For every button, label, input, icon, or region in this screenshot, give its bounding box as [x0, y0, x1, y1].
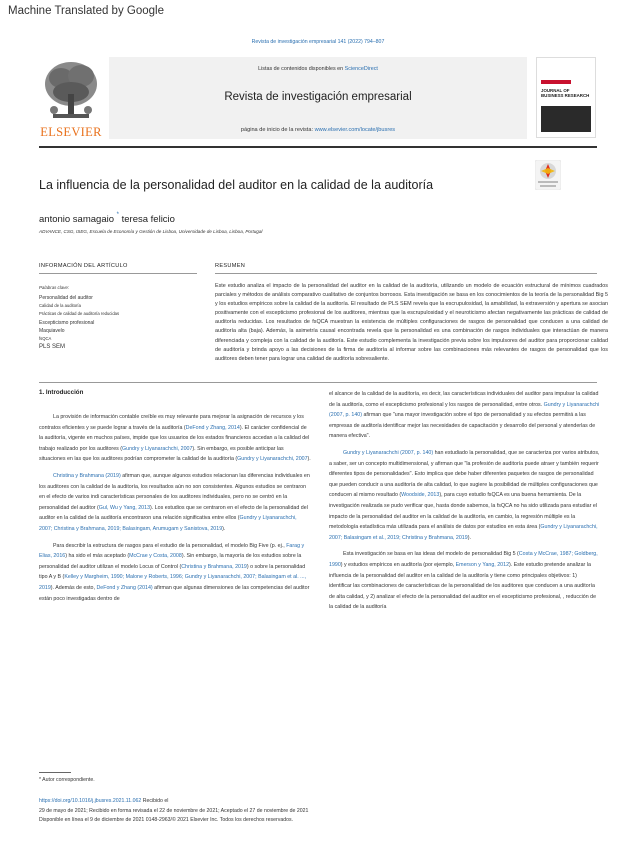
keyword-item: fsQCA — [39, 336, 52, 342]
contents-availability — [109, 66, 527, 72]
corresponding-author-mark[interactable]: * — [116, 212, 119, 218]
paragraph-text: Esta investigación se basa en las ideas del modelo de personalidad Big 5 ( — [343, 551, 519, 558]
journal-cover-thumbnail — [536, 57, 596, 138]
paragraph-text: ). — [307, 456, 311, 463]
citation-link[interactable]: Gundry y Liyanarachchi, 2007; Balasingam et al., 2019; Christina y Brahmana, 2019 — [329, 524, 598, 541]
article-title: La influencia de la personalidad del auditor en la calidad de la auditoría — [39, 178, 434, 192]
paragraph-text: Para describir la estructura de rasgos para el estudio de la personalidad, el modelo Big Five (p. ej., — [53, 542, 287, 549]
paragraph — [329, 448, 601, 543]
author-affiliation: ADVANCE, CSG, ISEG, Escuela de Economía y Gestión de Lisboa, Universidade de Lisboa, Lisboa, Portugal — [39, 229, 263, 234]
body-divider — [39, 382, 597, 383]
article-info-heading: INFORMACIÓN DEL ARTÍCULO — [39, 263, 128, 269]
paragraph-text: ). — [467, 534, 471, 541]
sciencedirect-link[interactable]: ScienceDirect — [344, 66, 378, 72]
keywords-label: Palabras clave: — [39, 285, 70, 290]
citation-link[interactable]: Gundry y Liyanarachchi, 2007 — [122, 445, 193, 452]
paragraph-text: ) o sobre la personalidad tipo A y B ( — [39, 563, 306, 581]
citation-link[interactable]: Christina y Brahmana, 2019 — [181, 563, 247, 570]
author-list — [39, 212, 175, 225]
corresponding-author-footnote: * Autor correspondiente. — [39, 777, 95, 783]
citation-link[interactable]: Gul, Wu y Yang, 2013 — [98, 504, 151, 511]
paragraph-text: ) y estudios empíricos en auditoría (por ejemplo, — [340, 561, 456, 568]
keyword-item: Prácticas de calidad de auditoría reducidas — [39, 311, 120, 317]
paragraph — [39, 412, 311, 465]
citation-link[interactable]: Emerson y Yang, 2012 — [455, 561, 510, 568]
author-first[interactable]: antonio samagaio — [39, 214, 117, 225]
keyword-item: PLS SEM — [39, 344, 66, 351]
publisher-name: ELSEVIER — [40, 125, 102, 139]
paragraph-text: han estudiado la personalidad, que se caracteriza por varios atributos, a saber, ser un concepto multidimensional, y afirman que "la profesión de auditoría puede atraer y también requerir diferentes tipos de personalidades". Esto implica que debe haber diferentes paquetes de rasgos de personalidad que pueden conducir a una auditoría de alta calidad, lo que sugiere la posibilidad de múltiples configuraciones que conducen al mismo resultado ( — [329, 449, 600, 499]
journal-title: Revista de investigación empresarial — [224, 91, 412, 103]
journal-homepage-link[interactable]: www.elsevier.com/locate/jbusres — [314, 127, 396, 133]
citation-link[interactable]: Kelley y Margheim, 1990; Malone y Roberts, 1996; Gundry y Liyanarachchi, 2007; Balasingam et al. ..., 2019 — [39, 574, 307, 591]
paragraph-text: ), para cuyo estudio fsQCA es una buena herramienta. De la investigación realizada se pudo verificar que, hasta donde sabemos, la fsQCA no ha sido utilizada para estudiar el impacto de la personalidad del auditor en la calidad de la auditoría, en cambio, la regresión múltiple es la metodología estadística más utilizada para el análisis de datos por estudios en esta área ( — [329, 492, 597, 531]
availability-copyright: Disponible en línea el 9 de diciembre de 2021 0148-2963/© 2021 Elsevier Inc. Todos los derechos reservados. — [39, 817, 294, 824]
paragraph — [39, 541, 311, 605]
cover-image — [541, 106, 591, 132]
citation-link[interactable]: Gundry y Liyanarachchi, 2007 — [237, 456, 308, 463]
paragraph-text: ). Sin embargo, es posible anticipar las situaciones en las que los auditores podrían comprometer la calidad de la auditoría ( — [39, 445, 284, 463]
keyword-item: Personalidad del auditor — [39, 295, 93, 301]
machine-translated-banner: Machine Translated by Google — [8, 5, 164, 17]
journal-header-box — [109, 57, 527, 139]
paragraph-text: ). — [222, 525, 226, 532]
citation-link[interactable]: Gundry y Liyanarachchi (2007, p. 140) — [329, 401, 600, 419]
right-column — [329, 389, 601, 619]
section-heading-introduction: 1. Introducción — [39, 389, 84, 396]
paragraph-text: afirman que algunas dimensiones de las competencias del auditor están poco investigadas dentro de — [39, 584, 310, 602]
journal-reference-link[interactable]: Revista de investigación empresarial 141 (2022) 794–807 — [251, 39, 385, 45]
received-label: Recibido el — [141, 798, 169, 804]
paragraph-text: ). Los estudios que se centraron en el efecto de la personalidad del auditor en la calidad de la auditoría encontraron una relación significativa entre ellos ( — [39, 504, 308, 522]
citation-link[interactable]: Farag y Elias, 2016 — [39, 542, 305, 560]
article-history — [39, 797, 599, 826]
homepage-prefix: página de inicio de la revista: — [240, 127, 315, 133]
doi-link[interactable]: https://doi.org/10.1016/j.jbusres.2021.11.062 — [39, 798, 142, 804]
paragraph-text: ). Este estudio pretende analizar la influencia de la personalidad del auditor en la calidad de la auditoría y tiene como principales objetivos: 1) identificar las combinaciones de características de la personalidad de los auditores que conducen a una auditoría de alta calidad, y 2) analizar el efecto de la personalidad del auditor en el escepticismo profesional, , reducción de la calidad de la auditoría — [329, 561, 597, 611]
citation-link[interactable]: Gundry y Liyanarachchi (2007, p. 140) — [343, 449, 434, 456]
check-for-updates-icon[interactable] — [535, 160, 561, 190]
paragraph — [329, 549, 601, 613]
contents-prefix: Listas de contenidos disponibles en — [258, 66, 345, 72]
keyword-item: Maquiavelo — [39, 327, 65, 334]
header-divider — [39, 146, 597, 148]
doi-line — [39, 797, 599, 807]
revision-dates: 29 de mayo de 2021; Recibido en forma revisada el 22 de noviembre de 2021; Aceptado el 27 de noviembre de 2021 — [39, 807, 309, 814]
left-column — [39, 412, 311, 610]
citation-link[interactable]: Woodside, 2013 — [401, 492, 440, 499]
citation-link[interactable]: DeFond y Zhang (2014) — [96, 584, 153, 591]
paragraph-text: afirman que, aunque algunos estudios relacionan las diferencias individuales en los auditores con la calidad de la auditoría, los resultados aún no son consistentes. Algunos estudios se centraron en el efecto de varios indi características personales de los auditores individuales, pero no se centró en la personalidad del auditor ( — [39, 472, 310, 511]
paragraph — [39, 471, 311, 535]
citation-link[interactable]: Costa y McCrae, 1987; Goldberg, 1990 — [329, 551, 598, 568]
citation-link[interactable]: McCrae y Costa, 2008 — [129, 553, 182, 560]
keywords-block — [39, 285, 197, 351]
paragraph-text: el alcance de la calidad de la auditoría, es decir, las características individuales del auditor para impulsar la calidad de la auditoría, como el escepticismo profesional y los rasgos de personalidad, entre otros. — [329, 391, 599, 408]
journal-homepage — [109, 127, 527, 133]
abstract-text: Este estudio analiza el impacto de la personalidad del auditor en la calidad de la auditoría, utilizando un modelo de ecuación estructural de mínimos cuadrados parciales y métodos de análisis comparativo cualitativo de conjuntos borrosos. Esta investigación se basa en los conocimientos de la teoría de la personalidad Big 5 y los estudios empíricos sobre la calidad de la auditoría. El resultado de PLS SEM revela que la escrupulosidad, la amabilidad, la extraversión y apertura se asocian positivamente con el escepticismo profesional de los auditores, mientras que la escrupulosidad y el neuroticismo afectan negativamente las prácticas de calidad de auditoría reducidas. Los resultados de fsQCA muestran la existencia de múltiples configuraciones de rasgos de personalidad que conducen a una calidad de auditoría alta (baja). Además, la asimetría causal encontrada revela que la personalidad es una combinación de rasgos individuales que interactúan de manera diferenciada y compleja con la calidad de la auditoría. Este estudio complementa la investigación previa sobre los impulsores del auditor para proporcionar calidad de auditoría y brinda apoyo a las decisiones de la firma de auditoría al informar sobre las combinaciones más relevantes de rasgos de personalidad que los auditores deben tener para lograr una calidad de auditoría sobresaliente. — [215, 283, 608, 362]
paragraph-text: ). Sin embargo, la mayoría de los estudios sobre la personalidad del auditor utilizan el modelo Locus of Control ( — [39, 553, 302, 570]
cover-accent-bar — [541, 80, 571, 84]
keyword-item: Calidad de la auditoría — [39, 303, 81, 309]
paragraph-text: ) ha sido el más aceptado ( — [65, 553, 130, 560]
citation-link[interactable]: Christina y Brahmana (2019) — [53, 472, 121, 479]
keyword-item: Escepticismo profesional — [39, 319, 95, 326]
paragraph — [329, 389, 601, 442]
abstract-heading: RESUMEN — [215, 263, 246, 269]
paragraph-text: afirman que "una mayor investigación sobre el tipo de personalidad y su efectos permitirá a las empresas de auditoría identificar mejor las necesidades de capacitación y desarrollo del personal y atenderlas de manera efectiva". — [329, 412, 596, 440]
citation-link[interactable]: DeFond y Zhang, 2014 — [185, 424, 240, 431]
cover-title: JOURNAL OF BUSINESS RESEARCH — [541, 88, 590, 98]
author-second[interactable]: teresa felicio — [118, 214, 175, 225]
footnote-rule — [39, 772, 71, 773]
article-info-rule — [39, 273, 197, 274]
paragraph-text: La provisión de información contable creíble es muy relevante para mejorar la asignación de recursos y los contratos eficientes y se puede lograr a través de la auditoría ( — [39, 414, 304, 431]
abstract-rule — [215, 273, 597, 274]
paragraph-text: ). Además de esto, — [50, 584, 97, 591]
paragraph-text: ). El carácter confidencial de la auditoría, vigente en muchos países, impide que los usuarios de los estados financieros accedan a la calidad del trabajo realizado por los auditores ( — [39, 424, 310, 452]
citation-link[interactable]: Gundry y Liyanarachchi, 2007; Christina y Brahmana, 2019; Balasingam, Arumugam y Sanistova, 2019 — [39, 515, 297, 532]
